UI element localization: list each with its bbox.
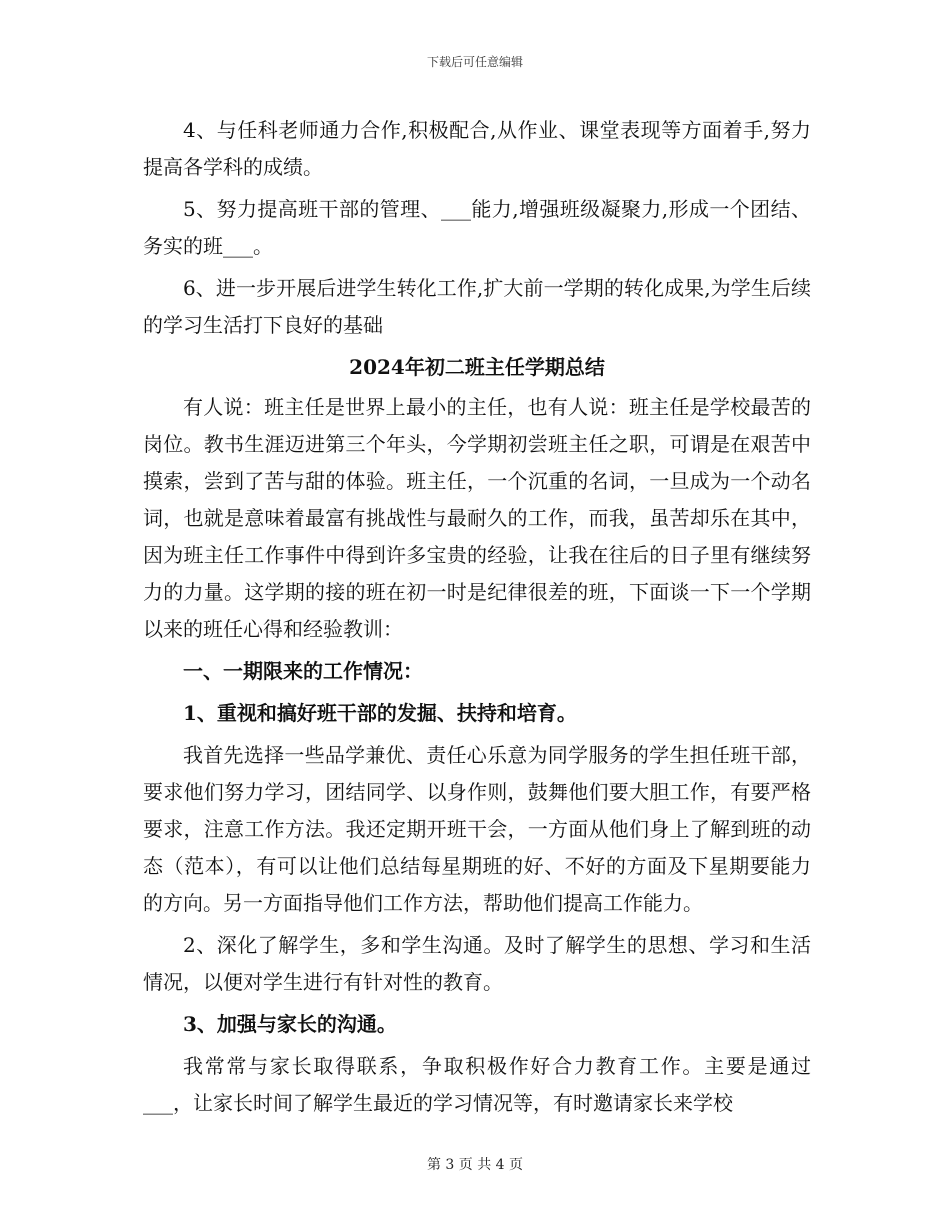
subheading-3: 3、加强与家长的沟通。 — [183, 1012, 397, 1036]
intro-paragraph: 有人说：班主任是世界上最小的主任，也有人说：班主任是学校最苦的岗位。教书生涯迈进第三个年头，今学期初尝班主任之职，可谓是在艰苦中摸索，尝到了苦与甜的体验。班主任，一个沉重的名词，一旦成为一个动名词，也就是意味着最富有挑战性与最耐久的工作，而我，虽苦却乐在其中，因为班主任工作事件中得到许多宝贵的经验，让我在往后的日子里有继续努力的力量。这学期的接的班在初一时是纪律很差的班，下面谈一下一个学期以来的班任心得和经验教训： — [143, 395, 811, 641]
paragraph-class-leaders: 我首先选择一些品学兼优、责任心乐意为同学服务的学生担任班干部，要求他们努力学习，团结同学、以身作则，鼓舞他们要大胆工作，有要严格要求，注意工作方法。我还定期开班干会，一方面从他们身上了解到班的动态（范本），有可以让他们总结每星期班的好、不好的方面及下星期要能力的方向。另一方面指导他们工作方法，帮助他们提高工作能力。 — [143, 743, 811, 915]
header-note: 下载后可任意编辑 — [426, 55, 523, 69]
paragraph-item-6: 6、进一步开展后进学生转化工作,扩大前一学期的转化成果,为学生后续的学习生活打下良好的基础 — [143, 276, 811, 337]
document-body — [143, 112, 811, 1127]
paragraph-understand-students: 2、深化了解学生，多和学生沟通。及时了解学生的思想、学习和生活情况，以便对学生进行有针对性的教育。 — [143, 933, 811, 994]
paragraph-parents: 我常常与家长取得联系，争取积极作好合力教育工作。主要是通过___，让家长时间了解学生最近的学习情况等，有时邀请家长来学校 — [143, 1054, 811, 1115]
paragraph-item-4: 4、与任科老师通力合作,积极配合,从作业、课堂表现等方面着手,努力提高各学科的成绩。 — [143, 118, 811, 179]
paragraph-item-5: 5、努力提高班干部的管理、___能力,增强班级凝聚力,形成一个团结、务实的班___。 — [143, 197, 811, 258]
section-heading: 一、一期限来的工作情况： — [183, 659, 423, 683]
document-title: 2024年初二班主任学期总结 — [349, 355, 605, 379]
subheading-1: 1、重视和搞好班干部的发掘、扶持和培育。 — [183, 701, 577, 725]
page-footer: 第 3 页 共 4 页 — [426, 1157, 524, 1173]
